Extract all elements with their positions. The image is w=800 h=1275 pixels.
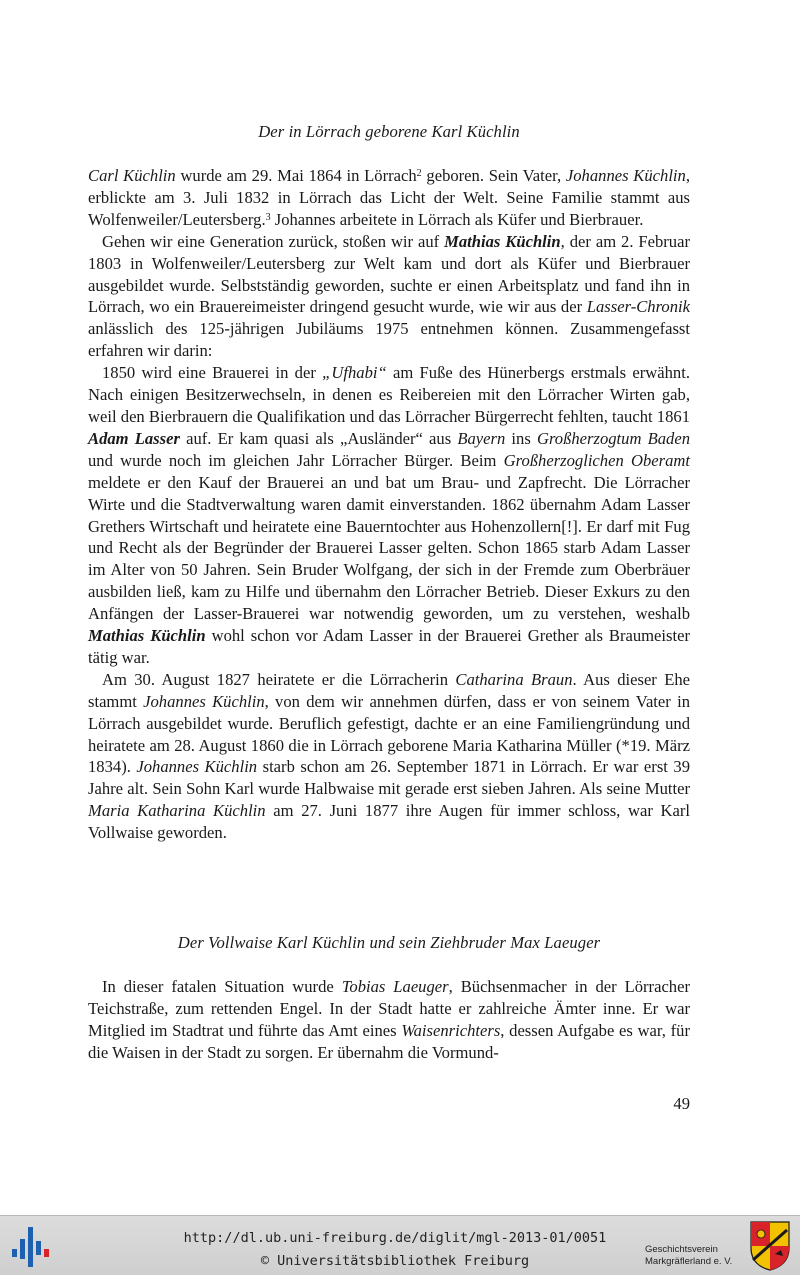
footnote-ref[interactable]: 2	[416, 168, 422, 179]
copyright-notice: © Universitätsbibliothek Freiburg	[260, 1253, 530, 1269]
section-heading-2: Der Vollwaise Karl Küchlin und sein Ziehbruder Max Laeuger	[177, 933, 601, 952]
section-heading-1: Der in Lörrach geborene Karl Küchlin	[258, 122, 520, 141]
permalink-url[interactable]: http://dl.ub.uni-freiburg.de/diglit/mgl-2013-01/0051	[183, 1230, 607, 1246]
page-number: 49	[673, 1094, 690, 1113]
paragraph-4: Am 30. August 1827 heiratete er die Lörracherin Catharina Braun. Aus dieser Ehe stammt Johannes Küchlin, von dem wir annehmen dürfen, dass er von seinem Vater in Lörrach ausgebildet wurde. Beruflich gefestigt, dachte er an eine Familiengründung und heiratete am 28. August 1860 die in Lörrach geborene Maria Katharina Müller (*19. März 1834). Johannes Küchlin starb schon am 26. September 1871 in Lörrach. Er war erst 39 Jahre alt. Sein Sohn Karl wurde Halbwaise mit gerade erst sieben Jahren. Als seine Mutter Maria Katharina Küchlin am 27. Juni 1877 ihre Augen für immer schloss, war Karl Vollwaise geworden.	[88, 669, 690, 843]
section-1-body	[88, 165, 690, 844]
footnote-ref[interactable]: 3	[265, 211, 271, 223]
society-name	[645, 1244, 755, 1268]
university-library-logo-icon[interactable]	[10, 1225, 52, 1269]
paragraph-5: In dieser fatalen Situation wurde Tobias Laeuger, Büchsenmacher in der Lörracher Teichstraße, zum rettenden Engel. In der Stadt hatte er zahlreiche Ämter inne. Er war Mitglied im Stadtrat und führte das Amt eines Waisenrichters, dessen Aufgabe es war, für die Waisen in der Stadt zu sorgen. Er übernahm die Vormund-	[88, 977, 690, 1062]
society-name-line-1: Geschichtsverein	[645, 1244, 718, 1255]
footer-bar	[0, 1215, 800, 1275]
society-name-line-2: Markgräflerland e. V.	[645, 1256, 733, 1267]
paragraph-2: Gehen wir eine Generation zurück, stoßen wir auf Mathias Küchlin, der am 2. Februar 1803 in Wolfenweiler/Leutersberg zur Welt kam und dort als Küfer und Bierbrauer ausgebildet wurde. Selbstständig geworden, suchte er einen Arbeitsplatz und fand ihn in Lörrach, wo ein Brauereimeister dringend gesucht wurde, wie wir aus der Lasser-Chronik anlässlich des 125-jährigen Jubiläums 1975 entnehmen können. Zusammengefasst erfahren wir darin:	[88, 231, 690, 361]
section-2-body	[88, 976, 690, 1064]
paragraph-1: Carl Küchlin wurde am 29. Mai 1864 in Lörrach$^2$ geboren. Sein Vater, Johannes Küchlin, erblickte am 3. Juli 1832 in Lörrach das Licht der Welt. Seine Familie stammt aus Wolfenweiler/Leutersberg.$^3$ Johannes arbeitete in Lörrach als Küfer und Bierbrauer.	[88, 166, 690, 229]
coat-of-arms-icon[interactable]	[749, 1220, 791, 1272]
paragraph-3: 1850 wird eine Brauerei in der „Ufhabi“ am Fuße des Hünerbergs erstmals erwähnt. Nach einigen Besitzerwechseln, in denen es Reibereien mit den Lörracher Wirten gab, weil den Bierbrauern die Qualifikation und das Lörracher Bürgerrecht fehlten, taucht 1861 Adam Lasser auf. Er kam quasi als „Ausländer“ aus Bayern ins Großherzogtum Baden und wurde noch im gleichen Jahr Lörracher Bürger. Beim Großherzoglichen Oberamt meldete er den Kauf der Brauerei an und bat um Brau- und Zapfrecht. Die Lörracher Wirte und die Stadtverwaltung waren damit einverstanden. 1862 übernahm Adam Lasser Grethers Wirtschaft und heiratete eine Bauerntochter aus Hohenzollern[!]. Er darf mit Fug und Recht als der Begründer der Brauerei Lasser gelten. Schon 1865 starb Adam Lasser im Alter von 50 Jahren. Sein Bruder Wolfgang, der sich in der Fremde zum Oberbräuer ausbilden ließ, kam zu Hilfe und übernahm den Lörracher Betrieb. Dieser Exkurs zu den Anfängen der Lasser-Brauerei war notwendig geworden, um zu verstehen, weshalb Mathias Küchlin wohl schon vor Adam Lasser in der Brauerei Grether als Braumeister tätig war.	[88, 363, 691, 667]
